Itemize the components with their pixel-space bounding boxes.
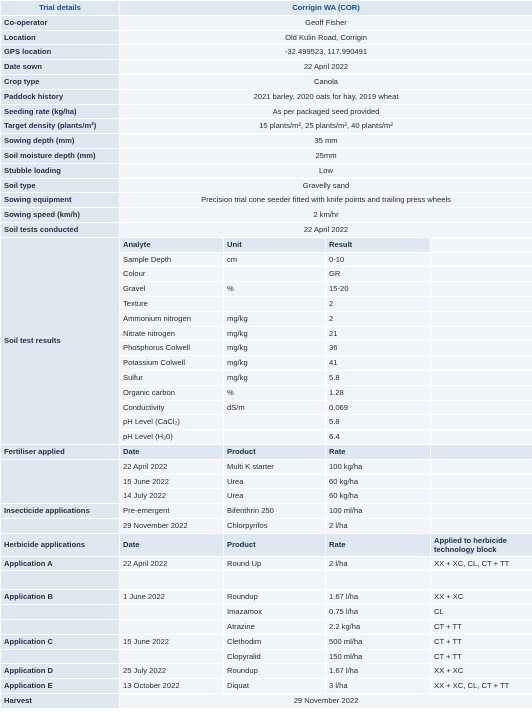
- fertiliser-label: Fertiliser applied: [1, 445, 119, 459]
- herbicide-cell: [326, 571, 430, 589]
- detail-row: [1, 193, 532, 207]
- soil-cell: Phosphorus Colwell: [120, 341, 223, 355]
- soil-cell: Sample Depth: [120, 253, 223, 267]
- fertiliser-column-header: Date: [120, 445, 223, 459]
- soil-cell: %: [224, 282, 325, 296]
- detail-row: [1, 60, 532, 74]
- herbicide-row: [1, 650, 532, 664]
- soil-cell: mg/kg: [224, 371, 325, 385]
- detail-row: [1, 119, 532, 133]
- detail-row: [1, 134, 532, 148]
- insecticide-cell: Pre-emergent: [120, 504, 223, 518]
- soil-cell: 15-20: [326, 282, 430, 296]
- insecticide-cell: 100 ml/ha: [326, 504, 430, 518]
- soil-cell: [224, 430, 325, 444]
- empty-cell: [431, 267, 532, 281]
- detail-row: [1, 149, 532, 163]
- fertiliser-cell: Urea: [224, 475, 325, 489]
- detail-value: Canola: [120, 75, 532, 89]
- herbicide-cell: [120, 605, 223, 619]
- herbicide-cell: 15 June 2022: [120, 635, 223, 649]
- herbicide-cell: Imazamox: [224, 605, 325, 619]
- empty-cell: [431, 430, 532, 444]
- empty-cell: [431, 297, 532, 311]
- soil-column-header: Analyte: [120, 238, 223, 252]
- soil-cell: cm: [224, 253, 325, 267]
- herbicide-row: [1, 590, 532, 604]
- herbicide-cell: 3 l/ha: [326, 679, 430, 693]
- herbicide-cell: Clopyralid: [224, 650, 325, 664]
- soil-cell: GR: [326, 267, 430, 281]
- fertiliser-spacer: [1, 460, 119, 503]
- detail-label: Seeding rate (kg/ha): [1, 105, 119, 119]
- herbicide-row: [1, 679, 532, 693]
- soil-cell: Colour: [120, 267, 223, 281]
- detail-row: [1, 164, 532, 178]
- herbicide-row: [1, 605, 532, 619]
- soil-cell: 36: [326, 341, 430, 355]
- herbicide-cell: [120, 650, 223, 664]
- fertiliser-header-row: [1, 445, 532, 459]
- detail-row: [1, 45, 532, 59]
- fertiliser-column-header: Rate: [326, 445, 430, 459]
- herbicide-application-label: Application D: [1, 664, 119, 678]
- empty-cell: [431, 253, 532, 267]
- empty-cell: [431, 489, 532, 503]
- soil-cell: Ammonium nitrogen: [120, 312, 223, 326]
- detail-value: Low: [120, 164, 532, 178]
- herbicide-header-row: [1, 534, 532, 556]
- herbicide-application-label: Application E: [1, 679, 119, 693]
- fertiliser-cell: Multi K starter: [224, 460, 325, 474]
- header-site-name: Corrigin WA (COR): [120, 1, 532, 15]
- herbicide-cell: CT + TT: [431, 650, 532, 664]
- herbicide-cell: XX + XC: [431, 664, 532, 678]
- insecticide-cell: Chlorpyrifos: [224, 519, 325, 533]
- soil-cell: 2: [326, 297, 430, 311]
- detail-value: 25mm: [120, 149, 532, 163]
- detail-label: GPS location: [1, 45, 119, 59]
- detail-row: [1, 179, 532, 193]
- soil-cell: [224, 415, 325, 429]
- soil-cell: Sulfur: [120, 371, 223, 385]
- detail-label: Soil type: [1, 179, 119, 193]
- herbicide-application-label: Application B: [1, 590, 119, 604]
- herbicide-cell: [431, 571, 532, 589]
- herbicide-cell: CT + TT: [431, 635, 532, 649]
- herbicide-cell: [120, 571, 223, 589]
- herbicide-cell: [120, 620, 223, 634]
- insecticide-row: [1, 504, 532, 518]
- detail-value: Gravelly sand: [120, 179, 532, 193]
- empty-cell: [431, 460, 532, 474]
- soil-cell: 0.069: [326, 401, 430, 415]
- insecticide-cell: Bifenthrin 250: [224, 504, 325, 518]
- soil-cell: 41: [326, 356, 430, 370]
- herbicide-cell: 1 June 2022: [120, 590, 223, 604]
- fertiliser-column-header: Product: [224, 445, 325, 459]
- herbicide-cell: XX + XC, CL, CT + TT: [431, 679, 532, 693]
- fertiliser-cell: 100 kg/ha: [326, 460, 430, 474]
- detail-value: 35 mm: [120, 134, 532, 148]
- herbicide-cell: 25 July 2022: [120, 664, 223, 678]
- soil-column-header: Result: [326, 238, 430, 252]
- empty-cell: [431, 282, 532, 296]
- soil-test-results-label: Soil test results: [1, 238, 119, 444]
- herbicide-cell: Clethodim: [224, 635, 325, 649]
- detail-row: [1, 223, 532, 237]
- header-trial-details: Trial details: [1, 1, 119, 15]
- empty-cell: [431, 341, 532, 355]
- herbicide-row: [1, 557, 532, 571]
- herbicide-row: [1, 664, 532, 678]
- soil-cell: dS/m: [224, 401, 325, 415]
- herbicide-cell: Roundup: [224, 590, 325, 604]
- detail-label: Co-operator: [1, 16, 119, 30]
- empty-cell: [431, 415, 532, 429]
- herbicide-application-label: [1, 605, 119, 619]
- detail-label: Location: [1, 31, 119, 45]
- empty-cell: [431, 327, 532, 341]
- soil-cell: mg/kg: [224, 327, 325, 341]
- soil-cell: Gravel: [120, 282, 223, 296]
- soil-cell: pH Level (H₂0): [120, 430, 223, 444]
- soil-cell: [224, 267, 325, 281]
- fertiliser-cell: 60 kg/ha: [326, 475, 430, 489]
- soil-cell: 0-10: [326, 253, 430, 267]
- herbicide-application-label: [1, 620, 119, 634]
- soil-cell: 5.8: [326, 415, 430, 429]
- empty-cell: [431, 401, 532, 415]
- empty-cell: [431, 238, 532, 252]
- harvest-row: [1, 694, 532, 708]
- herbicide-cell: 150 ml/ha: [326, 650, 430, 664]
- herbicide-cell: CT + TT: [431, 620, 532, 634]
- detail-label: Target density (plants/m²): [1, 119, 119, 133]
- herbicide-cell: 1.67 l/ha: [326, 664, 430, 678]
- herbicide-column-header: Date: [120, 534, 223, 556]
- soil-cell: [224, 297, 325, 311]
- insecticide-row: [1, 519, 532, 533]
- fertiliser-cell: 14 July 2022: [120, 489, 223, 503]
- herbicide-column-header: Product: [224, 534, 325, 556]
- soil-cell: mg/kg: [224, 356, 325, 370]
- empty-cell: [431, 475, 532, 489]
- detail-row: [1, 16, 532, 30]
- herbicide-label: Herbicide applications: [1, 534, 119, 556]
- detail-value: As per packaged seed provided: [120, 105, 532, 119]
- detail-row: [1, 90, 532, 104]
- fertiliser-cell: Urea: [224, 489, 325, 503]
- soil-cell: mg/kg: [224, 341, 325, 355]
- soil-cell: 21: [326, 327, 430, 341]
- detail-label: Date sown: [1, 60, 119, 74]
- herbicide-application-label: [1, 571, 119, 589]
- herbicide-cell: [224, 571, 325, 589]
- detail-value: 15 plants/m², 25 plants/m², 40 plants/m²: [120, 119, 532, 133]
- detail-value: 2021 barley, 2020 oats for hay, 2019 wheat: [120, 90, 532, 104]
- herbicide-cell: 2 l/ha: [326, 557, 430, 571]
- empty-cell: [431, 356, 532, 370]
- empty-cell: [431, 386, 532, 400]
- empty-cell: [431, 519, 532, 533]
- herbicide-row: [1, 635, 532, 649]
- detail-value: 2 km/hr: [120, 208, 532, 222]
- detail-value: 22 April 2022: [120, 60, 532, 74]
- fertiliser-cell: 22 April 2022: [120, 460, 223, 474]
- herbicide-cell: 500 ml/ha: [326, 635, 430, 649]
- soil-cell: mg/kg: [224, 312, 325, 326]
- soil-cell: 6.4: [326, 430, 430, 444]
- soil-cell: 5.8: [326, 371, 430, 385]
- herbicide-application-label: Application C: [1, 635, 119, 649]
- fertiliser-row: [1, 460, 532, 474]
- herbicide-cell: 22 April 2022: [120, 557, 223, 571]
- insecticide-cell: 2 l/ha: [326, 519, 430, 533]
- herbicide-cell: Round Up: [224, 557, 325, 571]
- detail-row: [1, 75, 532, 89]
- detail-label: Stubble loading: [1, 164, 119, 178]
- empty-cell: [431, 504, 532, 518]
- soil-cell: Conductivity: [120, 401, 223, 415]
- detail-label: Sowing equipment: [1, 193, 119, 207]
- herbicide-column-header: Rate: [326, 534, 430, 556]
- herbicide-cell: 13 October 2022: [120, 679, 223, 693]
- insecticide-spacer: [1, 519, 119, 533]
- insecticide-label: Insecticide applications: [1, 504, 119, 518]
- herbicide-cell: 2.2 kg/ha: [326, 620, 430, 634]
- soil-cell: Potassium Colwell: [120, 356, 223, 370]
- herbicide-row: [1, 620, 532, 634]
- herbicide-cell: Roundup: [224, 664, 325, 678]
- herbicide-column-header: Applied to herbicide technology block: [431, 534, 532, 556]
- harvest-label: Harvest: [1, 694, 119, 708]
- detail-label: Sowing depth (mm): [1, 134, 119, 148]
- herbicide-cell: XX + XC, CL, CT + TT: [431, 557, 532, 571]
- detail-value: Old Kulin Road, Corrigin: [120, 31, 532, 45]
- herbicide-row: [1, 571, 532, 589]
- detail-label: Soil moisture depth (mm): [1, 149, 119, 163]
- empty-cell: [431, 312, 532, 326]
- harvest-value: 29 November 2022: [120, 694, 532, 708]
- soil-cell: 2: [326, 312, 430, 326]
- herbicide-application-label: Application A: [1, 557, 119, 571]
- empty-cell: [431, 445, 532, 459]
- soil-cell: Nitrate nitrogen: [120, 327, 223, 341]
- detail-label: Soil tests conducted: [1, 223, 119, 237]
- detail-row: [1, 208, 532, 222]
- herbicide-cell: Diquat: [224, 679, 325, 693]
- herbicide-cell: 1.67 l/ha: [326, 590, 430, 604]
- detail-row: [1, 105, 532, 119]
- fertiliser-cell: 60 kg/ha: [326, 489, 430, 503]
- detail-value: 22 April 2022: [120, 223, 532, 237]
- detail-value: -32.499523, 117.990491: [120, 45, 532, 59]
- soil-cell: 1.28: [326, 386, 430, 400]
- herbicide-cell: Atrazine: [224, 620, 325, 634]
- soil-column-header: Unit: [224, 238, 325, 252]
- detail-row: [1, 31, 532, 45]
- herbicide-cell: XX + XC: [431, 590, 532, 604]
- insecticide-cell: 29 November 2022: [120, 519, 223, 533]
- soil-cell: Texture: [120, 297, 223, 311]
- detail-label: Crop type: [1, 75, 119, 89]
- detail-value: Geoff Fisher: [120, 16, 532, 30]
- soil-header-row: [1, 238, 532, 252]
- empty-cell: [431, 371, 532, 385]
- detail-value: Precision trial cone seeder fitted with knife points and trailing press wheels: [120, 193, 532, 207]
- detail-label: Sowing speed (km/h): [1, 208, 119, 222]
- herbicide-cell: CL: [431, 605, 532, 619]
- header-row: [1, 1, 532, 15]
- soil-cell: %: [224, 386, 325, 400]
- herbicide-cell: 0.75 l/ha: [326, 605, 430, 619]
- detail-label: Paddock history: [1, 90, 119, 104]
- soil-cell: pH Level (CaCl₂): [120, 415, 223, 429]
- soil-cell: Organic carbon: [120, 386, 223, 400]
- fertiliser-cell: 15 June 2022: [120, 475, 223, 489]
- herbicide-application-label: [1, 650, 119, 664]
